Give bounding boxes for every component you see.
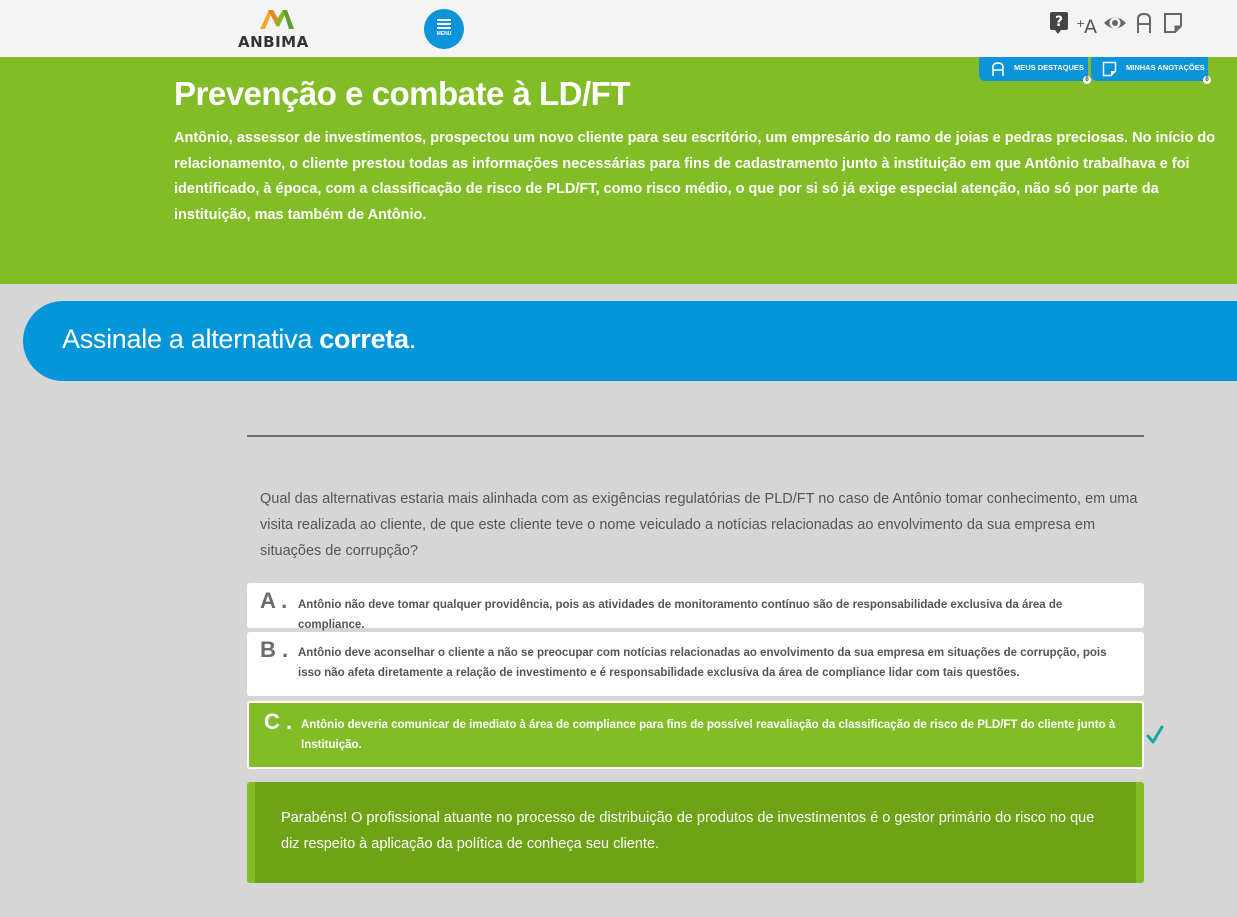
page-title: Prevenção e combate à LD/FT	[174, 75, 630, 112]
svg-text:A: A	[1084, 16, 1097, 37]
anbima-logo-icon	[260, 8, 294, 30]
checkmark-icon	[1146, 725, 1164, 745]
feedback-inner	[255, 782, 1136, 883]
contrast-eye-icon[interactable]	[1103, 11, 1127, 35]
help-icon[interactable]	[1049, 11, 1069, 35]
increase-font-icon[interactable]	[1076, 11, 1098, 37]
anbima-logo[interactable]	[238, 8, 318, 52]
my-highlights-tab[interactable]	[979, 57, 1088, 81]
feedback-box	[247, 782, 1144, 883]
svg-text:?: ?	[1054, 14, 1064, 30]
option-letter: A .	[260, 588, 288, 613]
option-c-selected[interactable]	[247, 701, 1144, 769]
highlighter-icon	[991, 61, 1005, 77]
logo-text: ANBIMA	[238, 33, 309, 51]
option-text: Antônio deve aconselhar o cliente a não se preocupar com notícias relacionadas ao envolvimento da sua empresa em situações de corrupção, pois isso não afeta diretamente a relação de investimento e é responsabilidade exclusiva da área de compliance lidar com tais questões.	[298, 647, 1107, 679]
svg-text:+: +	[1076, 17, 1086, 30]
option-letter: C .	[264, 709, 293, 734]
divider	[247, 435, 1144, 437]
note-icon[interactable]	[1162, 11, 1184, 35]
question-text: Qual das alternativas estaria mais alinhada com as exigências regulatórias de PLD/FT no caso de Antônio tomar conhecimento, em uma visita realizada ao cliente, de que este cliente teve o nome veiculado a notícias relacionadas ao envolvimento da sua empresa em situações de corrupção?	[260, 491, 1138, 559]
notes-count-badge: 0	[1203, 76, 1211, 84]
highlighter-icon[interactable]	[1134, 11, 1154, 35]
menu-label: MENU	[436, 31, 452, 37]
option-b[interactable]	[247, 632, 1144, 696]
scenario-paragraph: Antônio, assessor de investimentos, prospectou um novo cliente para seu escritório, um empresário do ramo de joias e pedras preciosas. No início do relacionamento, o cliente prestou todas as informações necessárias para fins de cadastramento junto à instituição em que Antônio trabalhava e foi identificado, à época, com a classificação de risco de PLD/FT, como risco médio, o que por si só já exige especial atenção, não só por parte da instituição, mas também de Antônio.	[174, 130, 1216, 223]
highlights-count-badge: 0	[1083, 76, 1091, 84]
top-bar	[0, 0, 1237, 58]
instruction-text	[62, 324, 416, 355]
instruction-banner	[23, 301, 1237, 381]
hamburger-icon	[437, 19, 451, 31]
instruction-prefix: Assinale a alternativa	[62, 324, 320, 354]
hero-section	[0, 57, 1237, 284]
option-a[interactable]	[247, 583, 1144, 631]
my-notes-tab[interactable]	[1091, 57, 1208, 81]
instruction-suffix: .	[408, 324, 416, 354]
option-text: Antônio não deve tomar qualquer providência, pois as atividades de monitoramento contínuo são de responsabilidade exclusiva da área de compliance.	[298, 599, 1063, 631]
option-text: Antônio deveria comunicar de imediato à área de compliance para fins de possível reavaliação da classificação de risco de PLD/FT do cliente junto à Instituição.	[301, 719, 1116, 751]
menu-button[interactable]	[424, 9, 464, 49]
instruction-bold: correta	[319, 324, 409, 354]
my-highlights-label: MEUS DESTAQUES	[1014, 63, 1084, 72]
my-notes-label: MINHAS ANOTAÇÕES	[1126, 63, 1205, 72]
feedback-message: Parabéns! O profissional atuante no processo de distribuição de produtos de investimentos é o gestor primário do risco no que diz respeito à aplicação da política de conheça seu cliente.	[281, 810, 1095, 852]
note-icon	[1102, 61, 1117, 77]
option-letter: B .	[260, 637, 289, 662]
